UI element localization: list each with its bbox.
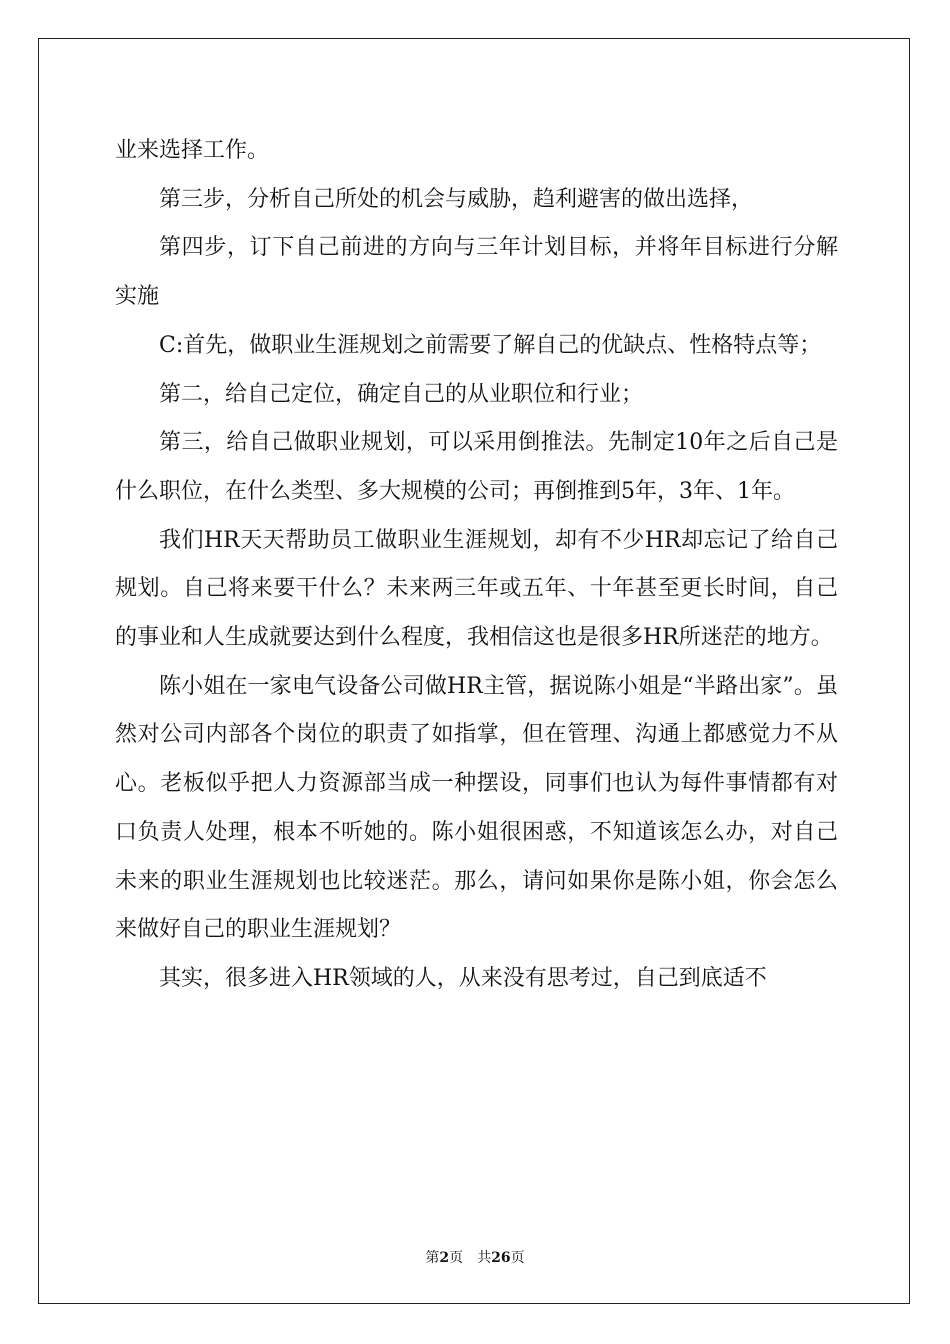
- page-footer: [0, 1247, 950, 1267]
- paragraph-1: 业来选择工作。: [115, 138, 270, 163]
- paragraph-8: 陈小姐在一家电气设备公司做HR主管，据说陈小姐是“半路出家”。虽然对公司内部各个岗位的职责了如指掌，但在管理、沟通上都感觉力不从心。老板似乎把人力资源部当成一种摆设，同事们也认为每件事情都有对口负责人处理，根本不听她的。陈小姐很困惑，不知道该怎么办，对自己未来的职业生涯规划也比较迷茫。那么，请问如果你是陈小姐，你会怎么来做好自己的职业生涯规划？: [115, 673, 838, 943]
- paragraph-9: 其实，很多进入HR领域的人，从来没有思考过，自己到底适不: [159, 965, 767, 991]
- page-number: 2: [439, 1250, 450, 1266]
- page-prefix: 第: [425, 1250, 440, 1266]
- paragraph-6: 第三，给自己做职业规划，可以采用倒推法。先制定10年之后自己是什么职位，在什么类型、多大规模的公司；再倒推到5年，3年、1年。: [115, 430, 838, 504]
- paragraph-2: 第三步，分析自己所处的机会与威胁，趋利避害的做出选择，: [159, 186, 754, 212]
- total-suffix: 页: [510, 1250, 525, 1266]
- paragraph-4: C:首先，做职业生涯规划之前需要了解自己的优缺点、性格特点等；: [159, 332, 822, 358]
- paragraph-5: 第二，给自己定位，确定自己的从业职位和行业；: [159, 381, 644, 407]
- paragraph-7: 我们HR天天帮助员工做职业生涯规划，却有不少HR却忘记了给自己规划。自己将来要干什么？未来两三年或五年、十年甚至更长时间，自己的事业和人生成就要达到什么程度，我相信这也是很多HR所迷茫的地方。: [115, 527, 838, 651]
- page-suffix: 页: [449, 1250, 464, 1266]
- paragraph-3: 第四步，订下自己前进的方向与三年计划目标，并将年目标进行分解实施: [115, 235, 838, 310]
- total-prefix: 共: [477, 1250, 492, 1266]
- document-body: [115, 127, 838, 1004]
- total-pages: 26: [491, 1250, 511, 1266]
